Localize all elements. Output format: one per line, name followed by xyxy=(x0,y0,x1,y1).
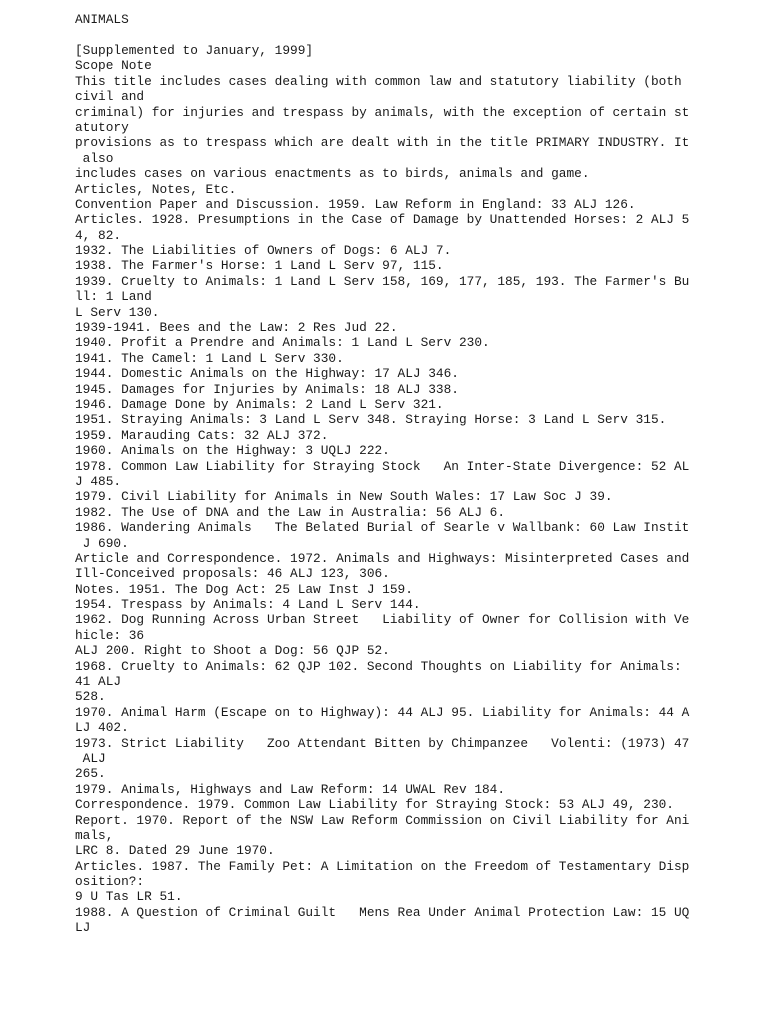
text-line: criminal) for injuries and trespass by animals, with the exception of certain st xyxy=(75,104,690,120)
text-line: Report. 1970. Report of the NSW Law Reform Commission on Civil Liability for Ani xyxy=(75,812,690,828)
text-line: Articles. 1928. Presumptions in the Case of Damage by Unattended Horses: 2 ALJ 5 xyxy=(75,212,690,228)
text-line: 4, 82. xyxy=(75,227,122,243)
text-line: 1939. Cruelty to Animals: 1 Land L Serv 158, 169, 177, 185, 193. The Farmer's Bu xyxy=(75,273,690,289)
text-line: ll: 1 Land xyxy=(75,289,152,305)
text-line: 528. xyxy=(75,689,106,705)
text-line: LRC 8. Dated 29 June 1970. xyxy=(75,843,275,859)
text-line: J 690. xyxy=(75,535,129,551)
text-line: 1986. Wandering Animals The Belated Burial of Searle v Wallbank: 60 Law Instit xyxy=(75,520,690,536)
text-line: also xyxy=(75,150,114,166)
text-line: 265. xyxy=(75,766,106,782)
text-line: ALJ xyxy=(75,750,106,766)
text-line: 1944. Domestic Animals on the Highway: 17 ALJ 346. xyxy=(75,366,459,382)
text-line: This title includes cases dealing with common law and statutory liability (both xyxy=(75,73,682,89)
text-line: 41 ALJ xyxy=(75,674,122,690)
text-line: 1932. The Liabilities of Owners of Dogs: 6 ALJ 7. xyxy=(75,243,452,259)
text-line: 1970. Animal Harm (Escape on to Highway): 44 ALJ 95. Liability for Animals: 44 A xyxy=(75,704,690,720)
text-line: 1982. The Use of DNA and the Law in Australia: 56 ALJ 6. xyxy=(75,504,506,520)
text-line: 1951. Straying Animals: 3 Land L Serv 348. Straying Horse: 3 Land L Serv 315. xyxy=(75,412,667,428)
text-line: 1979. Animals, Highways and Law Reform: 14 UWAL Rev 184. xyxy=(75,781,506,797)
text-line: osition?: xyxy=(75,874,145,890)
text-line: LJ xyxy=(75,920,91,936)
text-line: J 485. xyxy=(75,473,122,489)
text-line: mals, xyxy=(75,827,114,843)
text-line: 1973. Strict Liability Zoo Attendant Bitten by Chimpanzee Volenti: (1973) 47 xyxy=(75,735,690,751)
text-line: Correspondence. 1979. Common Law Liability for Straying Stock: 53 ALJ 49, 230. xyxy=(75,797,674,813)
text-line: Article and Correspondence. 1972. Animals and Highways: Misinterpreted Cases and xyxy=(75,550,690,566)
text-line: 1978. Common Law Liability for Straying Stock An Inter-State Divergence: 52 AL xyxy=(75,458,690,474)
text-line: LJ 402. xyxy=(75,720,129,736)
text-line: 9 U Tas LR 51. xyxy=(75,889,183,905)
text-line: ALJ 200. Right to Shoot a Dog: 56 QJP 52. xyxy=(75,643,390,659)
text-line: 1979. Civil Liability for Animals in New South Wales: 17 Law Soc J 39. xyxy=(75,489,613,505)
text-line: 1938. The Farmer's Horse: 1 Land L Serv 97, 115. xyxy=(75,258,444,274)
text-line: 1988. A Question of Criminal Guilt Mens Rea Under Animal Protection Law: 15 UQ xyxy=(75,904,690,920)
text-line: 1939-1941. Bees and the Law: 2 Res Jud 22. xyxy=(75,320,398,336)
text-line: Ill-Conceived proposals: 46 ALJ 123, 306. xyxy=(75,566,390,582)
text-line: Notes. 1951. The Dog Act: 25 Law Inst J 159. xyxy=(75,581,413,597)
text-line: 1946. Damage Done by Animals: 2 Land L Serv 321. xyxy=(75,396,444,412)
text-line: provisions as to trespass which are dealt with in the title PRIMARY INDUSTRY. It xyxy=(75,135,690,151)
text-line: 1954. Trespass by Animals: 4 Land L Serv 144. xyxy=(75,597,421,613)
text-line: civil and xyxy=(75,89,145,105)
text-line: [Supplemented to January, 1999] xyxy=(75,43,314,58)
text-line: includes cases on various enactments as to birds, animals and game. xyxy=(75,166,590,182)
text-line: 1962. Dog Running Across Urban Street Liability of Owner for Collision with Ve xyxy=(75,612,690,628)
text-line: Articles. 1987. The Family Pet: A Limitation on the Freedom of Testamentary Disp xyxy=(75,858,690,874)
text-line: 1960. Animals on the Highway: 3 UQLJ 222. xyxy=(75,443,390,459)
text-line: hicle: 36 xyxy=(75,627,145,643)
text-line: 1945. Damages for Injuries by Animals: 18 ALJ 338. xyxy=(75,381,459,397)
text-line: L Serv 130. xyxy=(75,304,160,320)
text-line: Articles, Notes, Etc. xyxy=(75,181,237,197)
text-line: 1968. Cruelty to Animals: 62 QJP 102. Second Thoughts on Liability for Animals: xyxy=(75,658,682,674)
text-line: 1959. Marauding Cats: 32 ALJ 372. xyxy=(75,427,329,443)
text-line: 1940. Profit a Prendre and Animals: 1 Land L Serv 230. xyxy=(75,335,490,351)
document-title: ANIMALS xyxy=(75,12,129,27)
text-line: 1941. The Camel: 1 Land L Serv 330. xyxy=(75,350,344,366)
text-line: Scope Note xyxy=(75,58,152,74)
text-line: atutory xyxy=(75,119,129,135)
document-body xyxy=(75,43,755,936)
text-line: Convention Paper and Discussion. 1959. Law Reform in England: 33 ALJ 126. xyxy=(75,196,636,212)
